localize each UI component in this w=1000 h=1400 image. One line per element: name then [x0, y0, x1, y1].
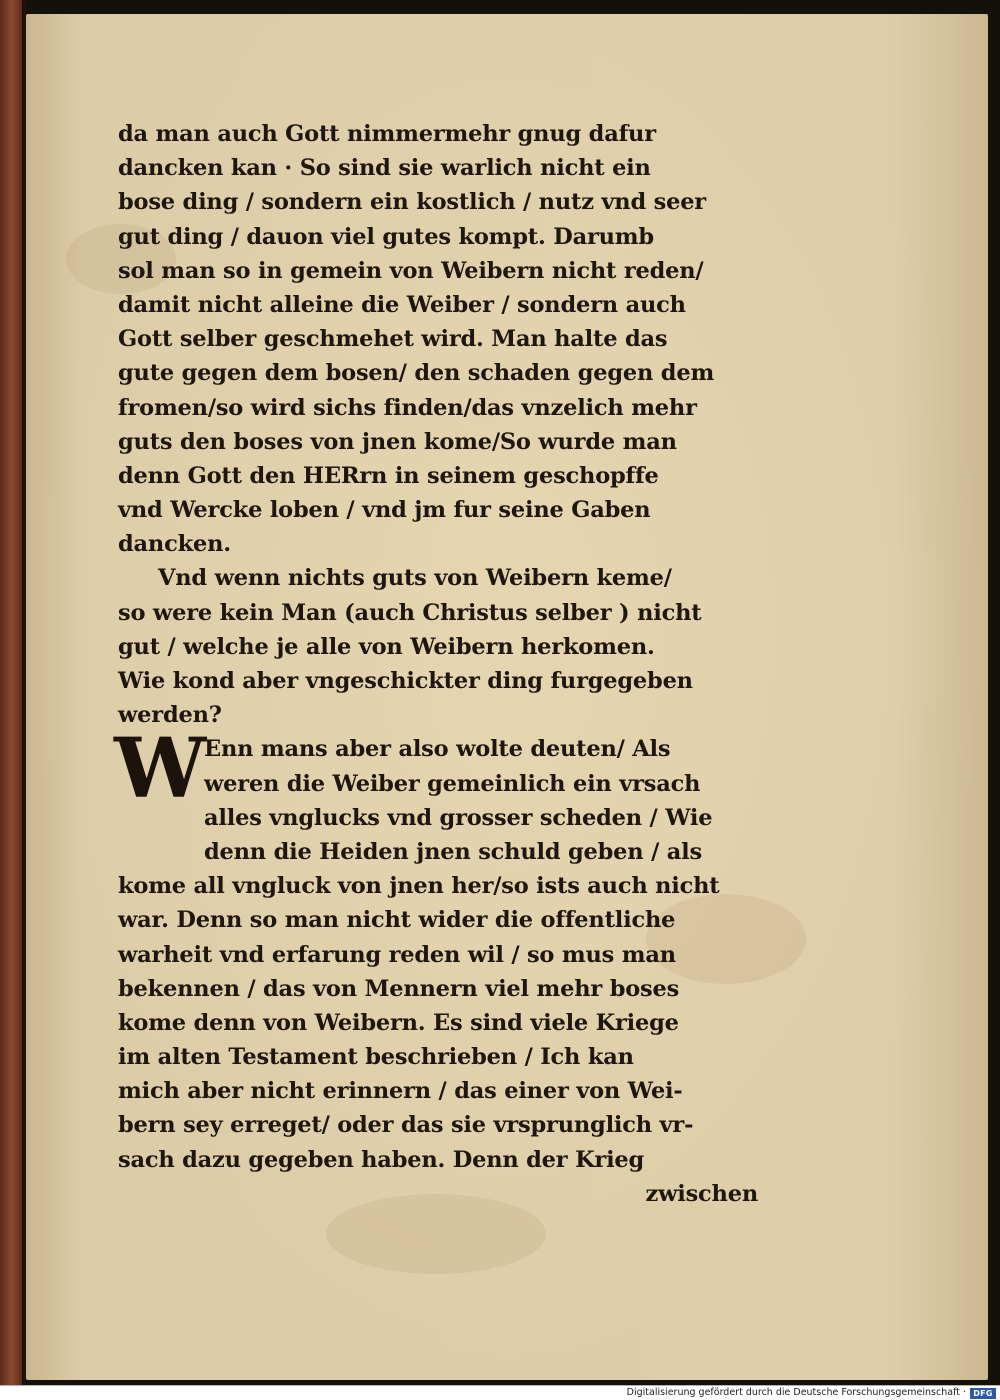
- text-line: [118, 356, 758, 390]
- text-line: [118, 151, 758, 185]
- drop-cap-initial: W: [114, 721, 207, 817]
- line-text: kome denn von Weibern. Es sind viele Kriege: [118, 1009, 679, 1036]
- text-line: [118, 425, 758, 459]
- line-text: warheit vnd erfarung reden wil / so mus man: [118, 941, 676, 968]
- text-line: [118, 630, 758, 664]
- line-text: Vnd wenn nichts guts von Weibern keme/: [158, 565, 672, 592]
- text-line: [118, 527, 758, 561]
- text-line: [118, 801, 758, 835]
- line-text: alles vnglucks vnd grosser scheden / Wie: [204, 804, 713, 831]
- text-line: [118, 288, 758, 322]
- text-line: [118, 938, 758, 972]
- line-text: war. Denn so man nicht wider die offentliche: [118, 907, 676, 934]
- text-line: [118, 1040, 758, 1074]
- line-text: fromen/so wird sichs finden/das vnzelich mehr: [118, 394, 697, 421]
- text-line: [118, 903, 758, 937]
- funding-notice: Digitalisierung gefördert durch die Deutsche Forschungsgemeinschaft ·: [626, 1387, 966, 1398]
- text-line: [118, 596, 758, 630]
- catchword: [118, 1177, 758, 1211]
- book-page: [26, 14, 988, 1380]
- line-text: denn Gott den HERrn in seinem geschopffe: [118, 462, 659, 489]
- line-text: gut / welche je alle von Weibern herkomen.: [118, 633, 655, 660]
- text-line: [118, 1006, 758, 1040]
- text-line: [118, 185, 758, 219]
- text-line: [118, 117, 758, 151]
- line-text: mich aber nicht erinnern / das einer von Wei-: [118, 1078, 683, 1105]
- text-line: [118, 664, 758, 698]
- line-text: damit nicht alleine die Weiber / sondern auch: [118, 291, 686, 318]
- line-text: bekennen / das von Mennern viel mehr boses: [118, 975, 680, 1002]
- line-text: da man auch Gott nimmermehr gnug dafur: [118, 121, 656, 147]
- line-text: dancken kan · So sind sie warlich nicht ein: [118, 155, 651, 182]
- line-text: denn die Heiden jnen schuld geben / als: [204, 838, 702, 865]
- dfg-logo-icon: DFG: [970, 1388, 996, 1399]
- line-text: vnd Wercke loben / vnd jm fur seine Gaben: [118, 497, 651, 524]
- text-line: [118, 1074, 758, 1108]
- text-line: [118, 767, 758, 801]
- text-line: [118, 972, 758, 1006]
- text-line: [118, 391, 758, 425]
- line-text: sol man so in gemein von Weibern nicht reden/: [118, 257, 704, 284]
- line-text: Wie kond aber vngeschickter ding furgegeben: [118, 668, 693, 694]
- line-text: dancken.: [118, 531, 231, 558]
- text-line: [118, 322, 758, 356]
- line-text: guts den boses von jnen kome/So wurde man: [118, 428, 677, 455]
- catchword-text: zwischen: [645, 1180, 758, 1207]
- text-line: [118, 254, 758, 288]
- line-text: so were kein Man (auch Christus selber ) nicht: [118, 599, 702, 626]
- text-line: [118, 732, 758, 766]
- line-text: gut ding / dauon viel gutes kompt. Darumb: [118, 223, 654, 250]
- text-line: [118, 561, 758, 595]
- footer-bar: [0, 1385, 1000, 1400]
- line-text: gute gegen dem bosen/ den schaden gegen dem: [118, 360, 715, 387]
- text-line: [118, 698, 758, 732]
- line-text: im alten Testament beschrieben / Ich kan: [118, 1044, 634, 1071]
- line-text: bose ding / sondern ein kostlich / nutz vnd seer: [118, 189, 706, 216]
- line-text: Gott selber geschmehet wird. Man halte das: [118, 326, 668, 353]
- text-line: [118, 220, 758, 254]
- line-text: kome all vngluck von jnen her/so ists auch nicht: [118, 873, 720, 900]
- text-line: [118, 1108, 758, 1142]
- line-text: bern sey erreget/ oder das sie vrsprunglich vr-: [118, 1112, 694, 1139]
- line-text: Enn mans aber also wolte deuten/ Als: [204, 736, 671, 763]
- text-line: [118, 869, 758, 903]
- line-text: werden?: [118, 702, 222, 729]
- text-line: [118, 1143, 758, 1177]
- line-text: weren die Weiber gemeinlich ein vrsach: [204, 770, 701, 797]
- text-line: [118, 459, 758, 493]
- body-text: [114, 117, 758, 1211]
- text-line: [118, 493, 758, 527]
- line-text: sach dazu gegeben haben. Denn der Krieg: [118, 1146, 645, 1173]
- text-line: [118, 835, 758, 869]
